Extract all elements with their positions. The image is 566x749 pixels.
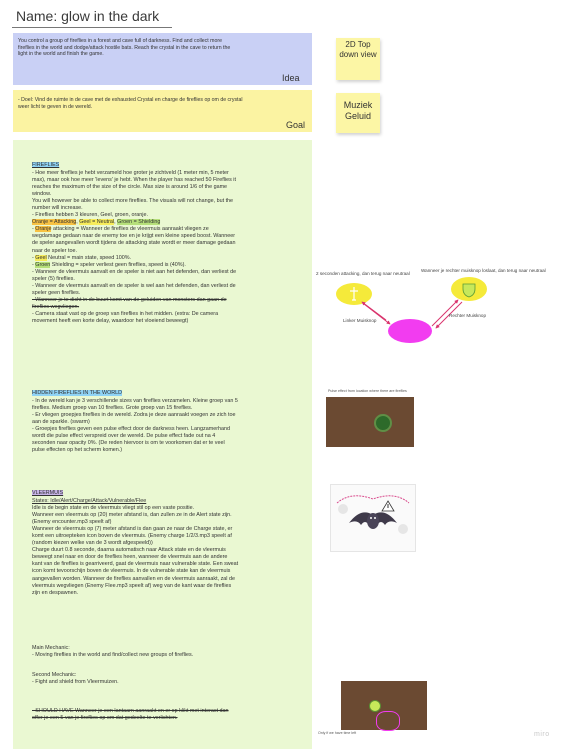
shield-release-label: Wanneer je rechter muisknop loslaat, dan terug naar neutraal	[421, 268, 546, 273]
struck-line: offer je een 5 van je fireflies op om dat gedeelte te verlichten.	[32, 715, 178, 722]
main-mechanic	[32, 645, 302, 659]
lantern-caption: Only if we have time left	[318, 731, 357, 735]
fireflies-body	[32, 170, 302, 325]
text-line: vleermuis wegvliegen (Enemy Flee.mp3 speelt af) weg van de kant waar de fireflies	[32, 582, 232, 589]
green-legend: Groen = Shielding	[117, 219, 161, 226]
title-underline	[12, 27, 172, 28]
text-line: - Fireflies hebben 3 kleuren, Geel, groen, oranje.	[32, 212, 148, 219]
hidden-body	[32, 398, 302, 454]
text-line: - Oranje attacking = Wanneer de fireflies de vleermuis aanraakt vliegen ze	[32, 226, 209, 233]
text-line: (random kiezen welke van de 3 wordt afgespeeld))	[32, 540, 153, 547]
firefly-state-diagram[interactable]	[312, 262, 566, 362]
text-line: (Enemy encounter.mp3 speelt af)	[32, 519, 112, 526]
text-line: Idle is de begin state en de vleermuis vliegt stil op een vaste positie.	[32, 505, 195, 512]
text-line: Charge duurt 0.8 seconde, daarna automatisch naar Attack state en de vleermuis	[32, 547, 226, 554]
text-line: number will increase.	[32, 205, 83, 212]
text-line: wegdamage gedaan naar de enemy toe en je krijgt een kleine speed boost. Wanneer	[32, 233, 235, 240]
second-mechanic-text: - Fight and shield from Vleermuizen.	[32, 679, 119, 686]
text-line: - Groepjes fireflies geven een pulse effect door de darkness heen. Langzamerhand	[32, 426, 230, 433]
board-title: Name: glow in the dark	[16, 8, 160, 24]
pulse-caption: Pulse effect from location where there are fireflies	[328, 389, 407, 393]
yellow-rest: Neutral = main state, speed 100%.	[46, 254, 132, 261]
idea-text	[18, 38, 310, 58]
text-line: - In de wereld kan je 3 verschillende sizes van fireflies verzamelen. Kleine groep van 5	[32, 398, 238, 404]
bat-heading-text: VLEERMUIS	[32, 490, 64, 496]
firefly-group-glow	[374, 414, 392, 432]
pulse-effect-frame[interactable]	[326, 397, 414, 447]
lantern-glow	[369, 700, 381, 712]
text-line: You will however be able to collect more fireflies. The visuals will not change, but the	[32, 198, 234, 205]
struck-line: - SHOULD HAVE Wanneer je een lantaarn aanraakt en er op klikt met interact dan	[32, 708, 229, 714]
text-line: movement heeft een korte delay, waardoor het vloeiend beweegt)	[32, 317, 189, 324]
sticky-music[interactable]: Muziek Geluid	[336, 93, 380, 133]
text-line: Wanneer een vleermuis op (20) meter afstand is, dan zullen ze in de Alert state zijn.	[32, 512, 232, 519]
fireflies-heading-text: FIREFLIES	[32, 162, 60, 168]
attack-timer-label: 2 seconden attacking, dan terug naar neutraal	[316, 271, 410, 276]
sticky-view[interactable]: 2D Top down view	[336, 38, 380, 80]
text-line: aan de sparkle. (swarm)	[32, 419, 90, 426]
text-line: wordt die pulse effect verspreid over de wereld. De pulse effect fade out na 4	[32, 433, 216, 440]
goal-line: weer licht te geven in de wereld.	[18, 103, 93, 110]
struck-line: fireflies wegvliegen.	[32, 303, 80, 310]
text-line: - Wanneer de vleermuis aanvalt en de speler is niet aan het defenden, dan verliest de	[32, 268, 237, 275]
lantern-highlight	[376, 711, 400, 731]
bat-concept-frame[interactable]	[330, 484, 416, 552]
bat-body	[32, 498, 302, 597]
text-line: aangevallen worden. Wanneer de fireflies aanvallen en de vleermuis aanraakt, zal de	[32, 575, 235, 582]
fireflies-heading	[32, 162, 302, 169]
miro-watermark: miro	[534, 731, 550, 738]
text-line: - Hoe meer fireflies je hebt verzameld hoe groter je zichtveld (1 meter min, 5 meter	[32, 170, 229, 176]
text-line: Wanneer de vleermuis op (7) meter afstand is dan gaan ze naar de Charge state, er	[32, 526, 233, 533]
goal-line: - Doel: Vind de ruimte in de cave met de exhausted Crystal en charge de fireflies op om de crystal	[18, 97, 243, 103]
hidden-heading	[32, 390, 302, 397]
text-line: beweegt snel naar en door de fireflies heen, wanneer de vleermuis aan de andere	[32, 554, 228, 561]
hidden-heading-text: HIDDEN FIREFLIES IN THE WORLD	[32, 390, 123, 396]
idea-line: light in the world and finish the game.	[18, 51, 104, 58]
idea-line: You control a group of fireflies in a forest and cave full of darkness. Find and collect more	[18, 38, 222, 44]
text-line: seconden naar opacity 0%. (De reden hiervoor is om te voorkomen dat er te veel	[32, 440, 225, 447]
text-line: - Groen Shielding = speler verliest geen fireflies, speed is (40%).	[32, 261, 186, 268]
orange-word: Oranje	[35, 226, 52, 233]
text-line: naar de speler toe.	[32, 247, 77, 254]
text-line: - Er vliegen groepjes fireflies in de wereld. Zodra je deze aanraakt voegen ze zich toe	[32, 412, 236, 419]
text-line: - Wanneer de vleermuis aanvalt en de speler is wel aan het defenden, dan verliest de	[32, 282, 236, 289]
text-line: - Camera staat vast op de groep van fireflies in het midden. (extra: De camera	[32, 310, 219, 317]
left-mouse-label: Linker Muisknop	[343, 318, 377, 323]
neutral-state-node[interactable]	[388, 319, 432, 343]
bat-states: States: Idle/Alert/Charge/Attack/Vulnerable/Flee	[32, 498, 147, 504]
color-legend-line: Oranje = Attacking, Geel = Neutral, Groen = Shielding	[32, 219, 161, 226]
goal-label: Goal	[286, 120, 306, 130]
should-have	[32, 708, 302, 722]
second-mechanic-title: Second Mechanic:	[32, 672, 77, 678]
text-line: speler geen fireflies.	[32, 289, 81, 296]
yellow-word: Geel	[35, 254, 47, 261]
text-line: kant van de fireflies is gearriveerd, gaat de vleermuis naar vulnerable state. Een sweat	[32, 561, 239, 568]
text-line: komt een uitroepteken icon boven de vleermuis. (Enemy charge 1/2/3.mp3 speelt af	[32, 533, 232, 540]
text-line: window.	[32, 191, 52, 198]
orange-legend: Oranje = Attacking	[32, 219, 77, 226]
text-line: icon komt tevoorschijn boven de vleermuis. In de vulnerable state kan de vleermuis	[32, 568, 231, 575]
text-line: de speler aangevallen wordt tijdens de attacking state wordt er meer damage gedaan	[32, 240, 236, 247]
main-mechanic-title: Main Mechanic:	[32, 645, 70, 651]
struck-line: - Wanneer je te dicht in de buurt komt van de geluiden van monsters dan gaan de	[32, 296, 227, 303]
text-line: fireflies. Medium groep van 10 fireflies. Grote groep van 15 fireflies.	[32, 405, 193, 412]
text-line: reaches the maximum of the size of the circle. Max size is around 1/6 of the game	[32, 184, 228, 191]
text-line: zijn en despawnen.	[32, 589, 79, 596]
text-line: - Geel Neutral = main state, speed 100%.	[32, 254, 132, 261]
idea-label: Idea	[282, 73, 300, 83]
idea-line: fireflies in the world and dodge/attack hostile bats. Reach the crystal in the cave to return the	[18, 44, 231, 51]
text-line: pulse effecten op het scherm komen.)	[32, 447, 123, 454]
text-line: max), maar ook hoe meer 'levens' je hebt. When the player has reached 50 Fireflies it	[32, 177, 237, 184]
orange-rest: attacking = Wanneer de fireflies de vleermuis aanraakt vliegen ze	[51, 226, 209, 233]
yellow-legend: Geel = Neutral	[79, 219, 115, 226]
main-mechanic-text: - Moving fireflies in the world and find/collect new groups of fireflies.	[32, 652, 194, 659]
second-mechanic	[32, 672, 302, 686]
bat-heading	[32, 490, 302, 497]
green-rest: Shielding = speler verliest geen fireflies, speed is (40%).	[50, 261, 186, 268]
right-mouse-label: Rechter Muisknop	[449, 313, 487, 318]
bat-icon	[331, 485, 415, 551]
text-line: speler (5) fireflies.	[32, 275, 75, 282]
goal-text	[18, 97, 308, 110]
green-word: Groen	[35, 261, 51, 268]
